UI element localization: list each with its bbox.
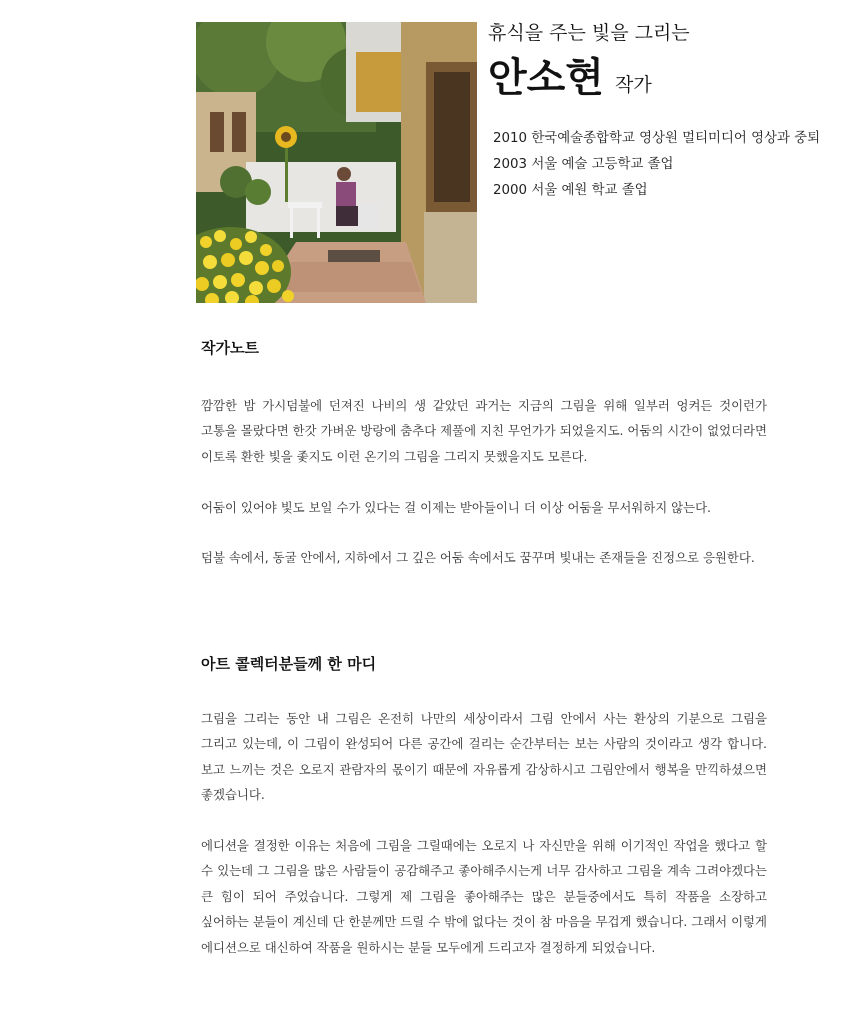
collector-message-paragraph: 에디션을 결정한 이유는 처음에 그림을 그릴때에는 오로지 나 자신만을 위해 이기적인 작업을 했다고 할 수 있는데 그 그림을 많은 사람들이 공감해주고 좋아해주시는게 너무 감사하고 그림을 계속 그려야겠다는 큰 힘이 되어 주었습니다. 그렇게 제 그림을 좋아해주는 많은 분들중에서도 특히 작품을 소장하고 싶어하는 분들이 계신데 단 한분께만 드릴 수 밖에 없다는 것이 참 마음을 무겁게 했습니다. 그래서 이렇게 에디션으로 대신하여 작품을 원하시는 분들 모두에게 드리고자 결정하게 되었습니다. xyxy=(201,838,767,955)
artist-name-row xyxy=(488,54,860,110)
artist-header xyxy=(488,18,860,110)
artist-note-paragraph: 어둠이 있어야 빛도 보일 수가 있다는 걸 이제는 받아들이니 더 이상 어둠을 무서워하지 않는다. xyxy=(201,499,711,515)
career-item: 2003 서울 예술 고등학교 졸업 xyxy=(493,157,674,172)
artist-tagline: 휴식을 주는 빛을 그리는 xyxy=(488,22,690,44)
collector-message-paragraph: 그림을 그리는 동안 내 그림은 온전히 나만의 세상이라서 그림 안에서 사는 환상의 기분으로 그림을 그리고 있는데, 이 그림이 완성되어 다른 공간에 걸리는 순간부터는 보는 사람의 것이라고 생각 합니다. 보고 느끼는 것은 오로지 관람자의 몫이기 때문에 자유롭게 감상하시고 그림안에서 행복을 만끽하셨으면 좋겠습니다. xyxy=(201,711,767,803)
artist-photo xyxy=(196,22,477,303)
artist-note-paragraph: 덤불 속에서, 동굴 안에서, 지하에서 그 깊은 어둠 속에서도 꿈꾸며 빛내는 존재들을 진정으로 응원한다. xyxy=(201,550,755,566)
career-item: 2010 한국예술종합학교 영상원 멀티미디어 영상과 중퇴 xyxy=(493,131,821,146)
artist-note-body xyxy=(201,393,767,571)
collector-message-heading: 아트 콜렉터분들께 한 마디 xyxy=(201,655,377,673)
career-list xyxy=(493,126,860,204)
artist-title-suffix: 작가 xyxy=(615,74,652,96)
artist-note-heading: 작가노트 xyxy=(201,339,259,357)
artist-note-paragraph: 깜깜한 밤 가시덤불에 던져진 나비의 생 같았던 과거는 지금의 그림을 위해 일부러 엉켜든 것이런가 고통을 몰랐다면 한갓 가벼운 방랑에 춤추다 제풀에 지친 무언가가 되었을지도. 어둠의 시간이 없었더라면 이토록 환한 빛을 좇지도 이런 온기의 그림을 그리지 못했을지도 모른다. xyxy=(201,398,767,464)
artist-name: 안소현 xyxy=(488,55,604,101)
career-item: 2000 서울 예원 학교 졸업 xyxy=(493,183,648,198)
collector-message-body xyxy=(201,706,767,960)
